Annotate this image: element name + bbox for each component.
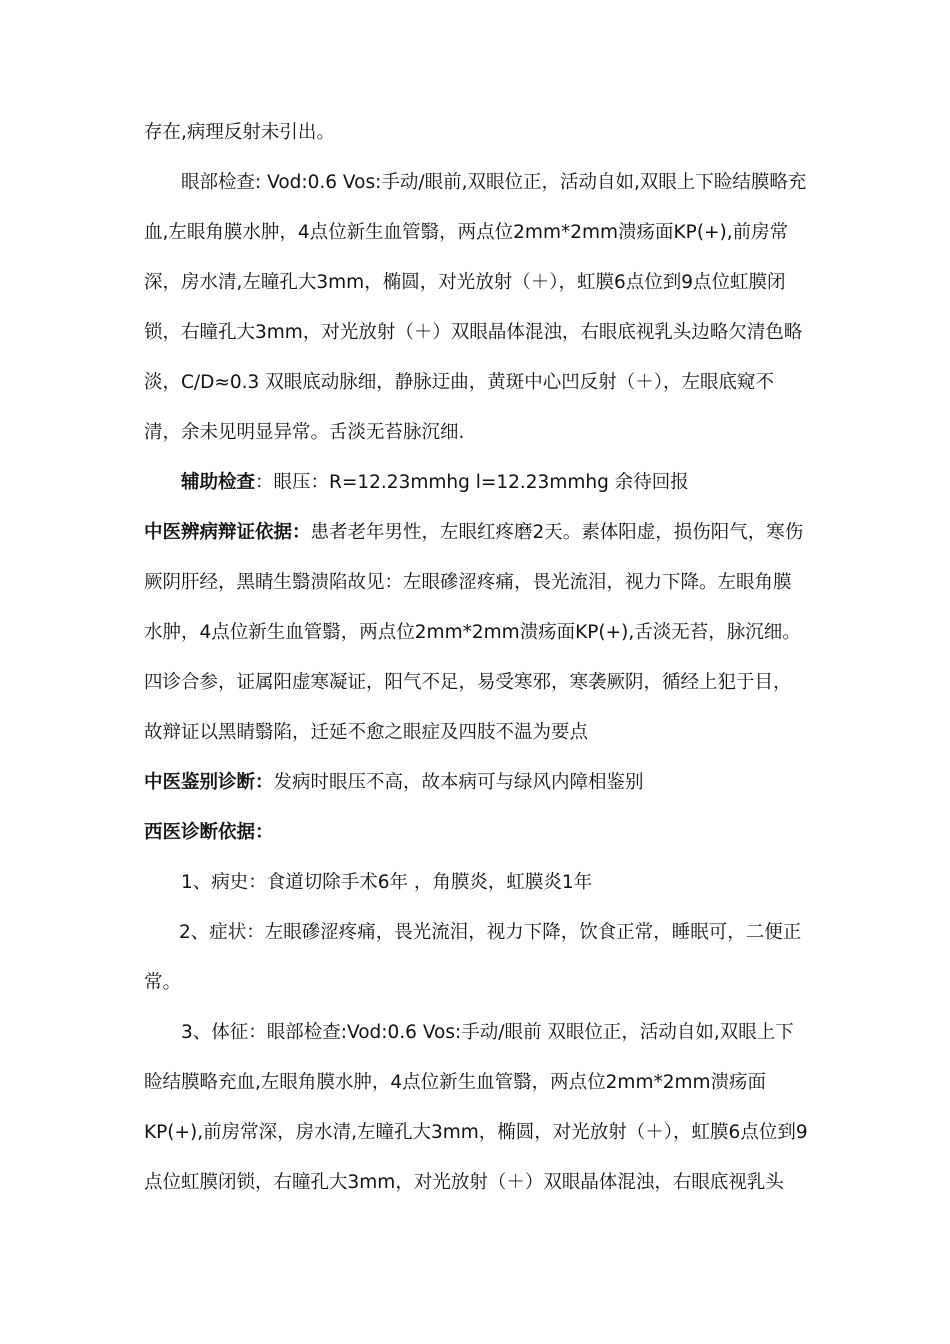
list-item-signs	[144, 1008, 808, 1208]
eye-exam-text: 眼部检查: Vod:0.6 Vos:手动/眼前,双眼位正，活动自如,双眼上下睑结膜略充血,左眼角膜水肿，4点位新生血管翳，两点位2mm*2mm溃疡面KP(+),前房常深，房水清,左瞳孔大3mm，椭圆，对光放射（＋），虹膜6点位到9点位虹膜闭锁，右瞳孔大3mm，对光放射（＋）双眼晶体混浊，右眼底视乳头边略欠清色略淡，C/D≈0.3 双眼底动脉细，静脉迂曲，黄斑中心凹反射（＋），左眼底窥不清，余未见明显异常。舌淡无苔脉沉细.	[144, 172, 807, 443]
list-item-symptoms	[144, 908, 808, 1008]
paragraph-continued	[144, 108, 808, 158]
item-symptoms-text: 2、症状：左眼磣涩疼痛，畏光流泪，视力下降，饮食正常，睡眠可，二便正常。	[144, 922, 802, 993]
paragraph-tcm-basis	[144, 508, 808, 758]
paragraph-aux-exam	[144, 458, 808, 508]
document-body	[144, 108, 808, 1208]
item-history-text: 1、病史：食道切除手术6年 ，角膜炎，虹膜炎1年	[181, 872, 593, 893]
tcm-diff-text: 发病时眼压不高，故本病可与绿风内障相鉴别	[273, 772, 644, 793]
wm-basis-label: 西医诊断依据：	[144, 822, 274, 843]
paragraph-wm-basis-heading	[144, 808, 808, 858]
paragraph-eye-exam	[144, 158, 808, 458]
tcm-basis-label: 中医辨病辩证依据：	[144, 522, 311, 543]
paragraph-tcm-diff	[144, 758, 808, 808]
tcm-diff-label: 中医鉴别诊断：	[144, 772, 274, 793]
item-signs-text: 3、体征：眼部检查:Vod:0.6 Vos:手动/眼前 双眼位正，活动自如,双眼上下睑结膜略充血,左眼角膜水肿，4点位新生血管翳，两点位2mm*2mm溃疡面KP(+),前房常深，房水清,左瞳孔大3mm，椭圆，对光放射（＋），虹膜6点位到9点位虹膜闭锁，右瞳孔大3mm，对光放射（＋）双眼晶体混浊，右眼底视乳头	[144, 1022, 808, 1193]
aux-exam-text: ：眼压：R=12.23mmhg l=12.23mmhg 余待回报	[255, 472, 689, 493]
tcm-basis-text: 患者老年男性，左眼红疼磨2天。素体阳虚，损伤阳气，寒伤厥阴肝经，黑睛生翳溃陷故见：左眼磣涩疼痛，畏光流泪，视力下降。左眼角膜水肿，4点位新生血管翳，两点位2mm*2mm溃疡面KP(+),舌淡无苔，脉沉细。四诊合参，证属阳虚寒凝证，阳气不足，易受寒邪，寒袭厥阴，循经上犯于目，故辩证以黑睛翳陷，迁延不愈之眼症及四肢不温为要点	[144, 522, 804, 743]
list-item-history	[144, 858, 808, 908]
continued-text: 存在,病理反射未引出。	[144, 122, 335, 143]
aux-exam-label: 辅助检查	[181, 472, 256, 493]
